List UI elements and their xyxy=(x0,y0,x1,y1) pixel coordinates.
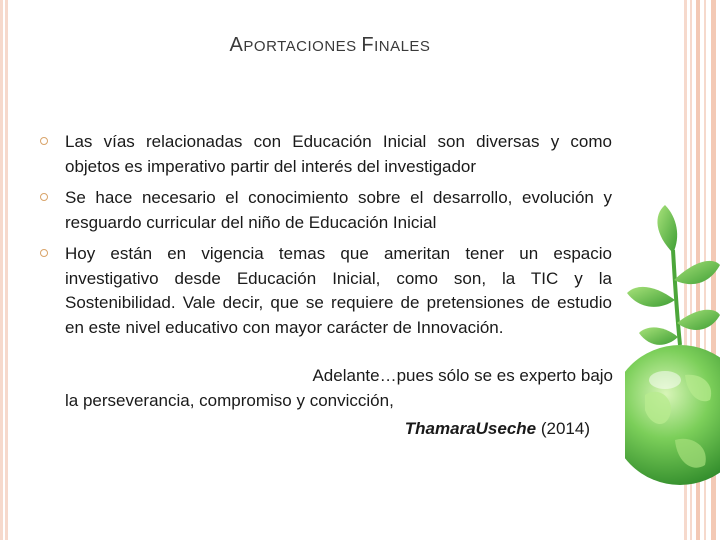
bullet-text: Las vías relacionadas con Educación Inicial son diversas y como objetos es imperativo partir del interés del investigador xyxy=(65,132,612,176)
closing-quote xyxy=(65,364,613,413)
bullet-ring-icon xyxy=(40,137,48,145)
left-accent-rule xyxy=(0,0,8,540)
plant-globe-image xyxy=(625,205,720,505)
quote-line-2: la perseverancia, compromiso y convicción, xyxy=(65,390,394,410)
slide-title xyxy=(0,34,660,57)
bullet-text: Se hace necesario el conocimiento sobre el desarrollo, evolución y resguardo curricular del niño de Educación Inicial xyxy=(65,188,612,232)
bullet-list xyxy=(40,130,612,347)
bullet-text: Hoy están en vigencia temas que ameritan tener un espacio investigativo desde Educación Inicial, como son, la TIC y la Sostenibilidad. Vale decir, que se requiere de pretensiones de estudio en este nivel educativo con mayor carácter de Innovación. xyxy=(65,244,612,337)
quote-line-1: Adelante…pues sólo se es experto bajo xyxy=(312,366,613,385)
attribution-year: (2014) xyxy=(536,419,590,438)
bullet-ring-icon xyxy=(40,249,48,257)
quote-attribution xyxy=(0,419,590,439)
title-rest-1: PORTACIONES xyxy=(243,38,362,55)
title-cap-1: A xyxy=(229,34,244,56)
bullet-item xyxy=(40,186,612,235)
bullet-item xyxy=(40,242,612,340)
bullet-ring-icon xyxy=(40,193,48,201)
bullet-item xyxy=(40,130,612,179)
title-rest-2: INALES xyxy=(374,38,431,55)
attribution-name: ThamaraUseche xyxy=(404,419,537,438)
title-cap-2: F xyxy=(361,34,375,56)
